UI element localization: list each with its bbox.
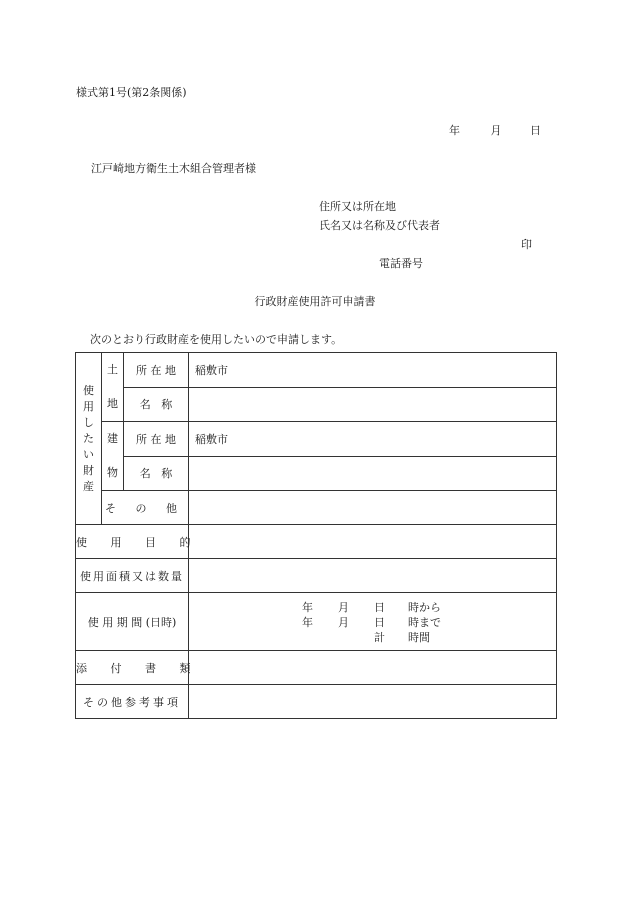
application-table [75,352,557,719]
date-month-label: 月 [490,124,502,137]
table-row-land-location [76,353,557,388]
table-row-building-location [76,422,557,457]
land-label [102,353,124,422]
phone-label: 電話番号 [379,257,423,270]
seal-mark: 印 [521,238,532,251]
date-year-label: 年 [449,124,460,137]
date-day-label: 日 [530,124,541,137]
land-location-value[interactable]: 稲敷市 [189,353,557,388]
applicant-name-label: 氏名又は名称及び代表者 [319,219,440,232]
purpose-label: 使 用 目 的 [76,525,189,559]
building-label [102,422,124,491]
period-month: 月 [338,601,349,614]
building-location-label: 所 在 地 [124,422,189,457]
period-day: 日 [374,601,385,614]
period-hour-to: 時まで [408,616,441,629]
land-name-label: 名 称 [124,387,189,422]
group-char: し [83,415,94,429]
building-char: 建 [107,432,118,445]
land-location-label: 所 在 地 [124,353,189,388]
group-char: 財 [83,463,94,477]
form-number: 様式第1号(第2条関係) [76,86,187,99]
date-line [449,122,541,138]
group-char: た [83,431,94,445]
area-value[interactable] [189,559,557,593]
group-char: 産 [83,479,94,493]
applicant-address-label: 住所又は所在地 [319,200,396,213]
period-to-line [189,614,556,629]
land-name-value[interactable] [189,387,557,422]
addressee: 江戸崎地方衛生土木組合管理者様 [91,162,256,175]
other-label: そ の 他 [102,491,189,525]
remarks-value[interactable] [189,685,557,719]
table-row-period [76,593,557,651]
attachments-label: 添 付 書 類 [76,651,189,685]
table-row-building-name [76,456,557,491]
table-row-land-name [76,387,557,422]
period-month: 月 [338,616,349,629]
intro-text: 次のとおり行政財産を使用したいので申請します。 [90,333,343,346]
period-year: 年 [302,601,313,614]
period-year: 年 [302,616,313,629]
table-row-area [76,559,557,593]
period-total-line [189,629,556,644]
remarks-label: その他参考事項 [76,685,189,719]
period-total-label: 計 [374,631,385,644]
group-char: 使 [83,383,94,397]
period-from-line [189,599,556,614]
group-char: い [83,447,94,461]
table-row-attachments [76,651,557,685]
property-group-label [76,353,102,525]
period-label: 使 用 期 間 (日時) [76,593,189,651]
building-char: 物 [107,466,118,479]
building-location-value[interactable]: 稲敷市 [189,422,557,457]
building-name-label: 名 称 [124,456,189,491]
other-value[interactable] [189,491,557,525]
period-hour-from: 時から [408,601,441,614]
table-row-remarks [76,685,557,719]
area-label: 使用面積又は数量 [76,559,189,593]
land-char: 地 [107,397,118,410]
period-value[interactable] [189,593,557,651]
document-title: 行政財産使用許可申請書 [254,295,376,308]
period-day: 日 [374,616,385,629]
building-name-value[interactable] [189,456,557,491]
purpose-value[interactable] [189,525,557,559]
period-hours: 時間 [408,631,430,644]
table-row-other [76,491,557,525]
land-char: 土 [107,363,118,376]
attachments-value[interactable] [189,651,557,685]
group-char: 用 [83,399,94,413]
table-row-purpose [76,525,557,559]
